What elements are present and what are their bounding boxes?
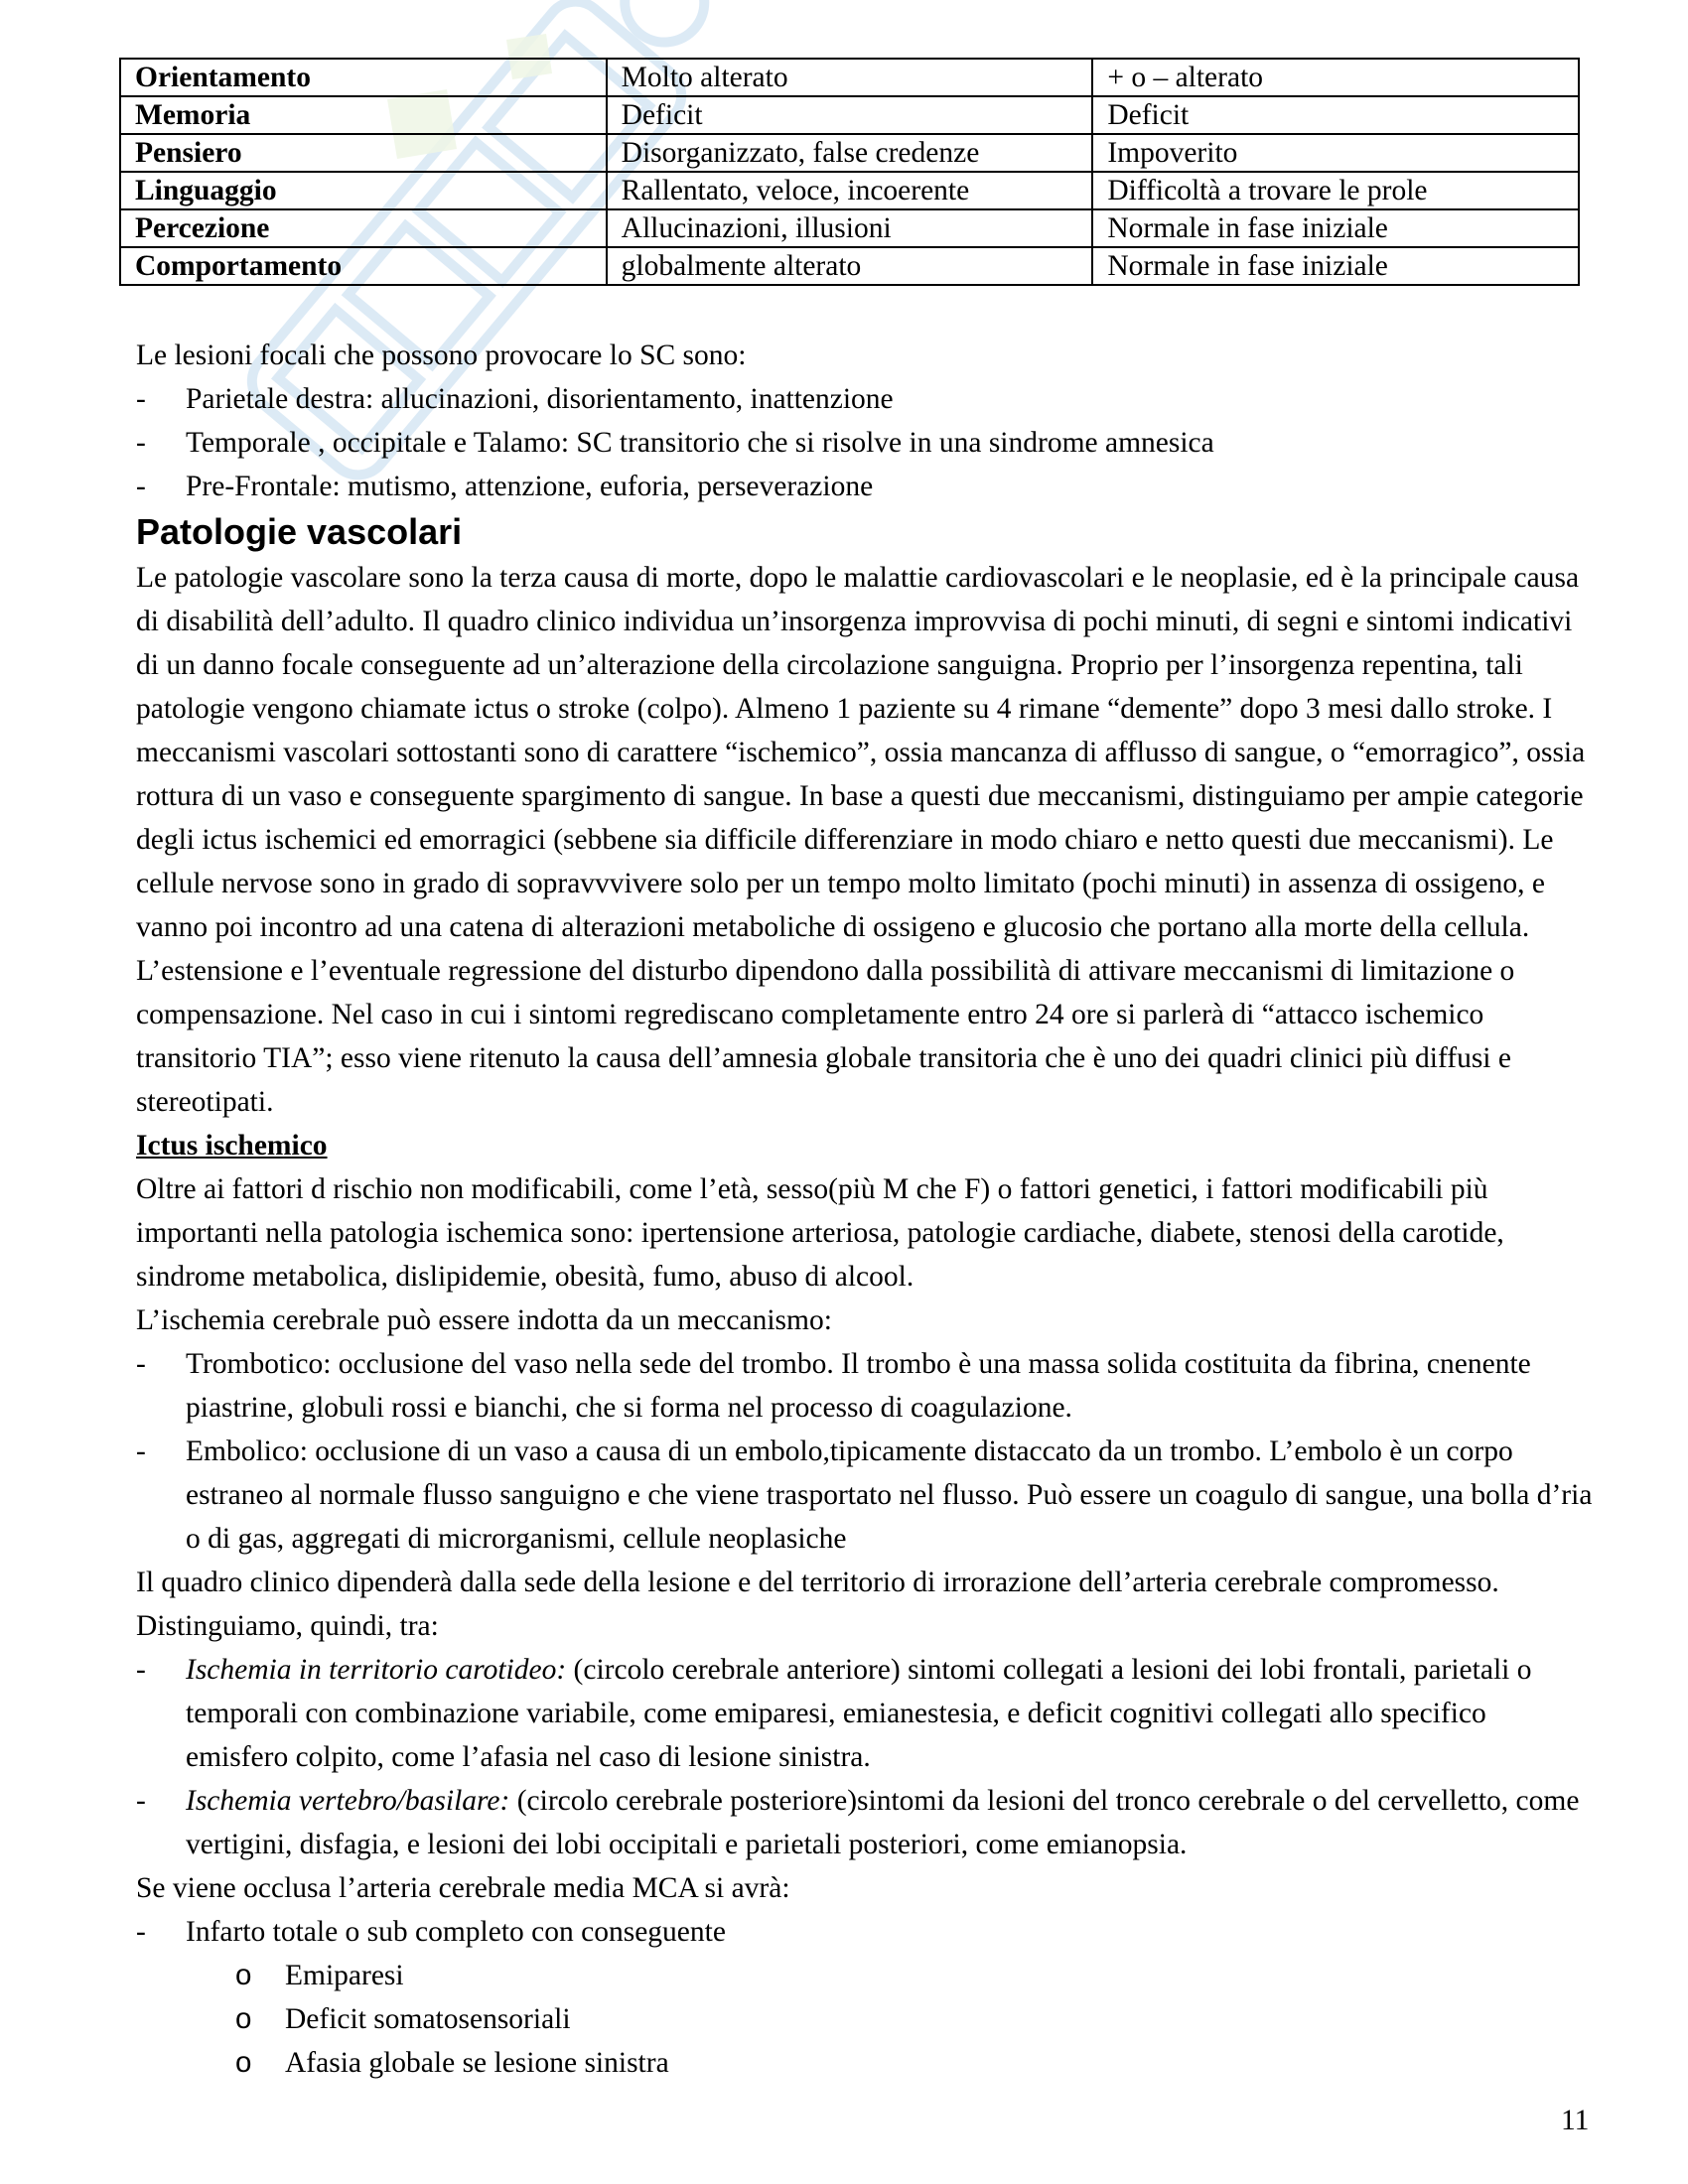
- cell-dementia: Impoverito: [1092, 134, 1579, 172]
- list-item: - Infarto totale o sub completo con conseguente: [136, 1910, 1596, 1954]
- list-item: [136, 1779, 1596, 1866]
- paragraph-territories-intro: Il quadro clinico dipenderà dalla sede della lesione e del territorio di irrorazione dell’arteria cerebrale compromesso. Distinguiamo, quindi, tra:: [136, 1567, 1499, 1642]
- table-row: [120, 209, 1579, 247]
- cell-dementia: Normale in fase iniziale: [1092, 247, 1579, 285]
- term-text: (circolo cerebrale posteriore)sintomi da lesioni del tronco cerebrale o del cervelletto, come vertigini, disfagia, e lesioni dei lobi occipitali e parietali posteriori, come emianopsia.: [186, 1785, 1580, 1860]
- term-text: (circolo cerebrale anteriore) sintomi collegati a lesioni dei lobi frontali, parietali o temporali con combinazione variabile, come emiparesi, emianestesia, e deficit cognitivi collegati allo specifico emisfero colpito, come l’afasia nel caso di lesione sinistra.: [186, 1654, 1532, 1773]
- paragraph-mechanism-intro: L’ischemia cerebrale può essere indotta da un meccanismo:: [136, 1304, 832, 1336]
- mca-list: [136, 1910, 1596, 1954]
- row-label: Linguaggio: [120, 172, 607, 209]
- table-row: [120, 247, 1579, 285]
- list-item: - Parietale destra: allucinazioni, disorientamento, inattenzione: [136, 377, 1596, 421]
- row-label: Pensiero: [120, 134, 607, 172]
- paragraph-vascular: Le patologie vascolare sono la terza causa di morte, dopo le malattie cardiovascolari e le neoplasie, ed è la principale causa di disabilità dell’adulto. Il quadro clinico individua un’insorgenza improvvisa di pochi minuti, di segni e sintomi indicativi di un danno focale conseguente ad un’alterazione della circolazione sanguigna. Proprio per l’insorgenza repentina, tali patologie vengono chiamate ictus o stroke (colpo). Almeno 1 paziente su 4 rimane “demente” dopo 3 mesi dallo stroke. I meccanismi vascolari sottostanti sono di carattere “ischemico”, ossia mancanza di afflusso di sangue, o “emorragico”, ossia rottura di un vaso e conseguente spargimento di sangue. In base a questi due meccanismi, distinguiamo per ampie categorie degli ictus ischemici ed emorragici (sebbene sia difficile differenziare in modo chiaro e netto questi due meccanismi). Le cellule nervose sono in grado di sopravvvivere solo per un tempo molto limitato (pochi minuti) in assenza di ossigeno, e vanno poi incontro ad una catena di alterazioni metaboliche di ossigeno e glucosio che portano alla morte della cellula. L’estensione e l’eventuale regressione del disturbo dipendono dalla possibilità di attivare meccanismi di limitazione o compensazione. Nel caso in cui i sintomi regrediscano completamente entro 24 ore si parlerà di “attacco ischemico transitorio TIA”; esso viene ritenuto la causa dell’amnesia globale transitoria che è uno dei quadri clinici più diffusi e stereotipati.: [136, 562, 1586, 1118]
- table-row: [120, 96, 1579, 134]
- list-item: - Pre-Frontale: mutismo, attenzione, euforia, perseverazione: [136, 465, 1596, 508]
- sub-list-item: o Afasia globale se lesione sinistra: [136, 2041, 1596, 2085]
- mca-sublist: [136, 1954, 1596, 2085]
- intro-paragraph: Le lesioni focali che possono provocare lo SC sono:: [136, 340, 747, 371]
- list-item: - Trombotico: occlusione del vaso nella sede del trombo. Il trombo è una massa solida costituita da fibrina, cnenente piastrine, globuli rossi e bianchi, che si forma nel processo di coagulazione.: [136, 1342, 1596, 1430]
- term-italic: Ischemia vertebro/basilare:: [186, 1785, 510, 1817]
- row-label: Memoria: [120, 96, 607, 134]
- cell-delirium: Deficit: [607, 96, 1093, 134]
- sub-list-item: o Emiparesi: [136, 1954, 1596, 1997]
- document-page: [136, 58, 1596, 2085]
- page-number: 11: [1561, 2105, 1590, 2136]
- table-row: [120, 134, 1579, 172]
- section-heading: Patologie vascolari: [136, 511, 463, 552]
- subsection-heading: Ictus ischemico: [136, 1130, 328, 1161]
- list-item: [136, 1648, 1596, 1779]
- list-item: - Temporale , occipitale e Talamo: SC transitorio che si risolve in una sindrome amnesica: [136, 421, 1596, 465]
- cell-delirium: Molto alterato: [607, 59, 1093, 96]
- cell-dementia: Normale in fase iniziale: [1092, 209, 1579, 247]
- paragraph-risk-factors: Oltre ai fattori d rischio non modificabili, come l’età, sesso(più M che F) o fattori genetici, i fattori modificabili più importanti nella patologia ischemica sono: ipertensione arteriosa, patologie cardiache, diabete, stenosi della carotide, sindrome metabolica, dislipidemie, obesità, fumo, abuso di alcool.: [136, 1173, 1504, 1293]
- cell-delirium: Allucinazioni, illusioni: [607, 209, 1093, 247]
- table-row: [120, 59, 1579, 96]
- cell-delirium: Disorganizzato, false credenze: [607, 134, 1093, 172]
- row-label: Orientamento: [120, 59, 607, 96]
- cell-delirium: Rallentato, veloce, incoerente: [607, 172, 1093, 209]
- cell-dementia: Deficit: [1092, 96, 1579, 134]
- sub-list-item: o Deficit somatosensoriali: [136, 1997, 1596, 2041]
- table-row: [120, 172, 1579, 209]
- term-italic: Ischemia in territorio carotideo:: [186, 1654, 567, 1686]
- row-label: Percezione: [120, 209, 607, 247]
- row-label: Comportamento: [120, 247, 607, 285]
- cell-delirium: globalmente alterato: [607, 247, 1093, 285]
- comparison-table: [119, 58, 1580, 286]
- paragraph-mca: Se viene occlusa l’arteria cerebrale media MCA si avrà:: [136, 1872, 790, 1904]
- lesions-list: [136, 377, 1596, 508]
- territories-list: [136, 1648, 1596, 1866]
- cell-dementia: + o – alterato: [1092, 59, 1579, 96]
- list-item: - Embolico: occlusione di un vaso a causa di un embolo,tipicamente distaccato da un trombo. L’embolo è un corpo estraneo al normale flusso sanguigno e che viene trasportato nel flusso. Può essere un coagulo di sangue, una bolla d’ria o di gas, aggregati di microrganismi, cellule neoplasiche: [136, 1430, 1596, 1561]
- cell-dementia: Difficoltà a trovare le prole: [1092, 172, 1579, 209]
- mechanisms-list: [136, 1342, 1596, 1561]
